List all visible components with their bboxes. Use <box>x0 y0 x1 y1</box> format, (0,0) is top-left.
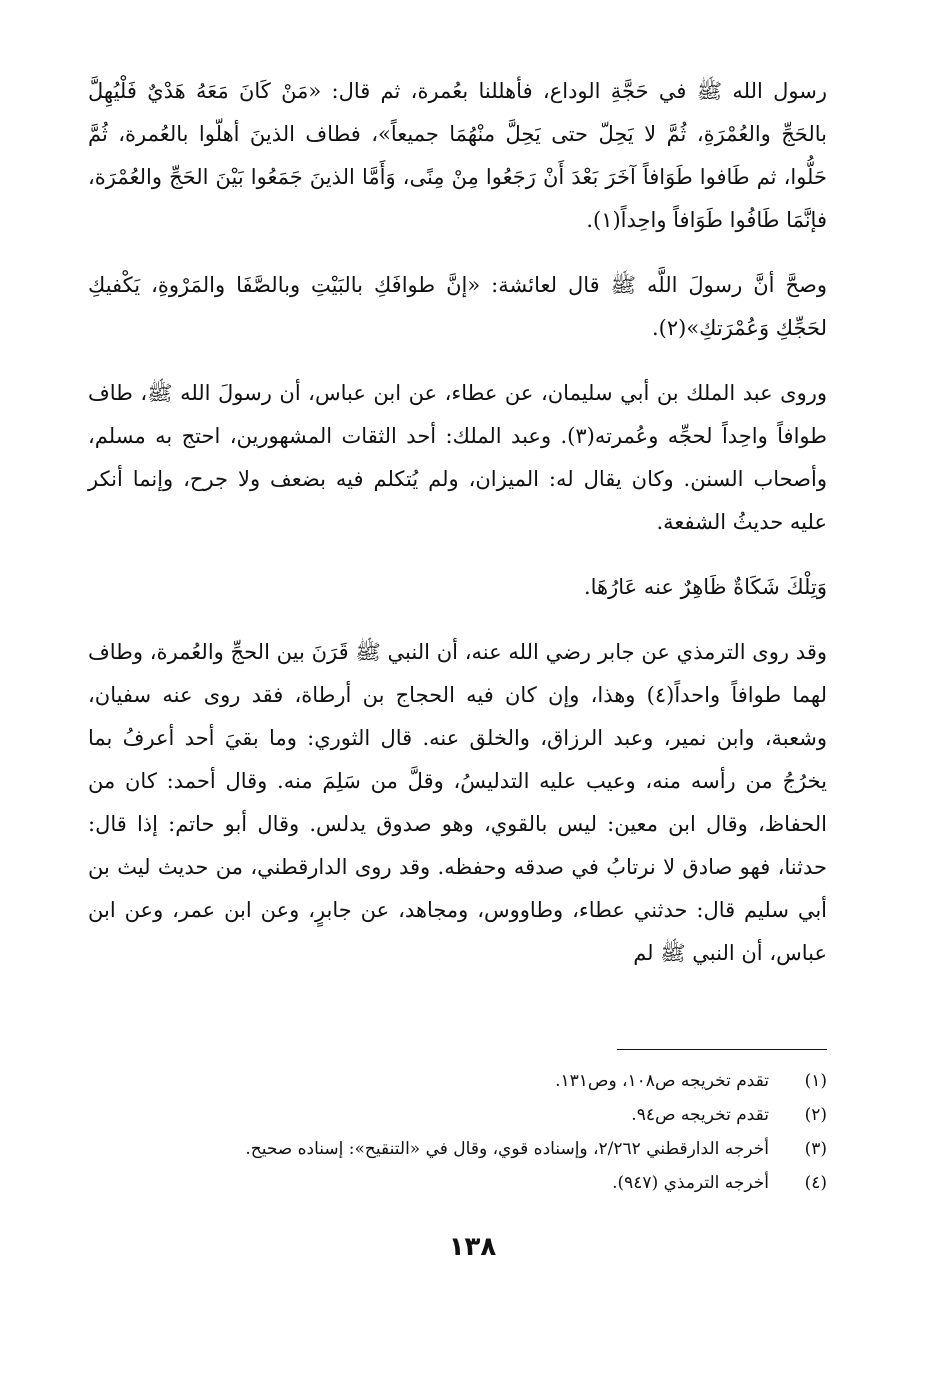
footnote-text: تقدم تخريجه ص٩٤. <box>631 1105 769 1125</box>
paragraph-hajj-narration: رسول الله ﷺ في حَجَّةِ الوداع، فأهللنا بعُمرة، ثم قال: «مَنْ كَانَ مَعَهُ هَدْيٌ فَلْيُهِلَّ بالحَجِّ والعُمْرَةِ، ثُمَّ لا يَحِلّ حتى يَحِلَّ منْهُمَا جميعاً»، فطاف الذينَ أهلّوا بالعُمرة، ثُمَّ حَلُّوا، ثم طَافوا طَوَافاً آخَرَ بَعْدَ أَنْ رَجَعُوا مِنْ مِنًى، وَأَمَّا الذينَ جَمَعُوا بَيْنَ الحَجِّ والعُمْرَة، فإنَّمَا طَافُوا طَوَافاً واحِداً(١). <box>88 79 827 232</box>
footnote-item <box>88 1064 827 1098</box>
page-number: ١٣٨ <box>448 1232 497 1262</box>
paragraph-tirmidhi: وقد روى الترمذي عن جابر رضي الله عنه، أن النبي ﷺ قَرَنَ بين الحجِّ والعُمرة، وطاف لهما طوافاً واحداً(٤) وهذا، وإن كان فيه الحجاج بن أرطاة، فقد روى عنه سفيان، وشعبة، وابن نمير، وعبد الرزاق، والخلق عنه. قال الثوري: وما بقيَ أحد أعرفُ بما يخرُجُ من رأسه منه، وعيب عليه التدليسُ، وقلَّ من سَلِمَ منه. وقال أحمد: كان من الحفاظ، وقال ابن معين: ليس بالقوي، وهو صدوق يدلس. وقال أبو حاتم: إذا قال: حدثنا، فهو صادق لا نرتابُ في صدقه وحفظه. وقد روى الدارقطني، من حديث ليث بن أبي سليم قال: حدثني عطاء، وطاووس، ومجاهد، عن جابرٍ، وعن ابن عمر، وعن ابن عباس، أن النبي ﷺ لم <box>88 640 827 965</box>
footnote-divider <box>617 1049 827 1050</box>
main-text <box>88 70 827 975</box>
footnote-number: (٢) <box>804 1105 827 1125</box>
verse-line: وَتِلْكَ شَكَاةٌ ظَاهِرٌ عنه عَارُهَا. <box>583 575 827 599</box>
footnotes-list <box>88 1064 827 1200</box>
footnote-item <box>88 1166 827 1200</box>
footnote-number: (٤) <box>804 1173 827 1193</box>
paragraph-aisha-hadith: وصحَّ أنَّ رسولَ اللَّه ﷺ قال لعائشة: «إنَّ طوافَكِ بالبَيْتِ وبالصَّفَا والمَرْوةِ، يَكْفيكِ لحَجِّكِ وَعُمْرَتكِ»(٢). <box>88 273 827 340</box>
paragraph-abdulmalik: وروى عبد الملك بن أبي سليمان، عن عطاء، عن ابن عباس، أن رسولَ الله ﷺ، طاف طوافاً واحِداً لحجِّه وعُمرته(٣). وعبد الملك: أحد الثقات المشهورين، احتج به مسلم، وأصحاب السنن. وكان يقال له: الميزان، ولم يُتكلم فيه بضعف ولا جرح، وإنما أنكر عليه حديثُ الشفعة. <box>88 381 827 534</box>
footnote-text: أخرجه الدارقطني ٢/٢٦٢، وإسناده قوي، وقال في «التنقيح»: إسناده صحيح. <box>245 1139 769 1159</box>
footnote-item <box>88 1132 827 1166</box>
footnote-text: أخرجه الترمذي (٩٤٧). <box>612 1173 769 1193</box>
footnote-item <box>88 1098 827 1132</box>
footnote-number: (١) <box>804 1071 827 1091</box>
footnote-number: (٣) <box>804 1139 827 1159</box>
footnote-text: تقدم تخريجه ص١٠٨، وص١٣١. <box>555 1071 769 1091</box>
